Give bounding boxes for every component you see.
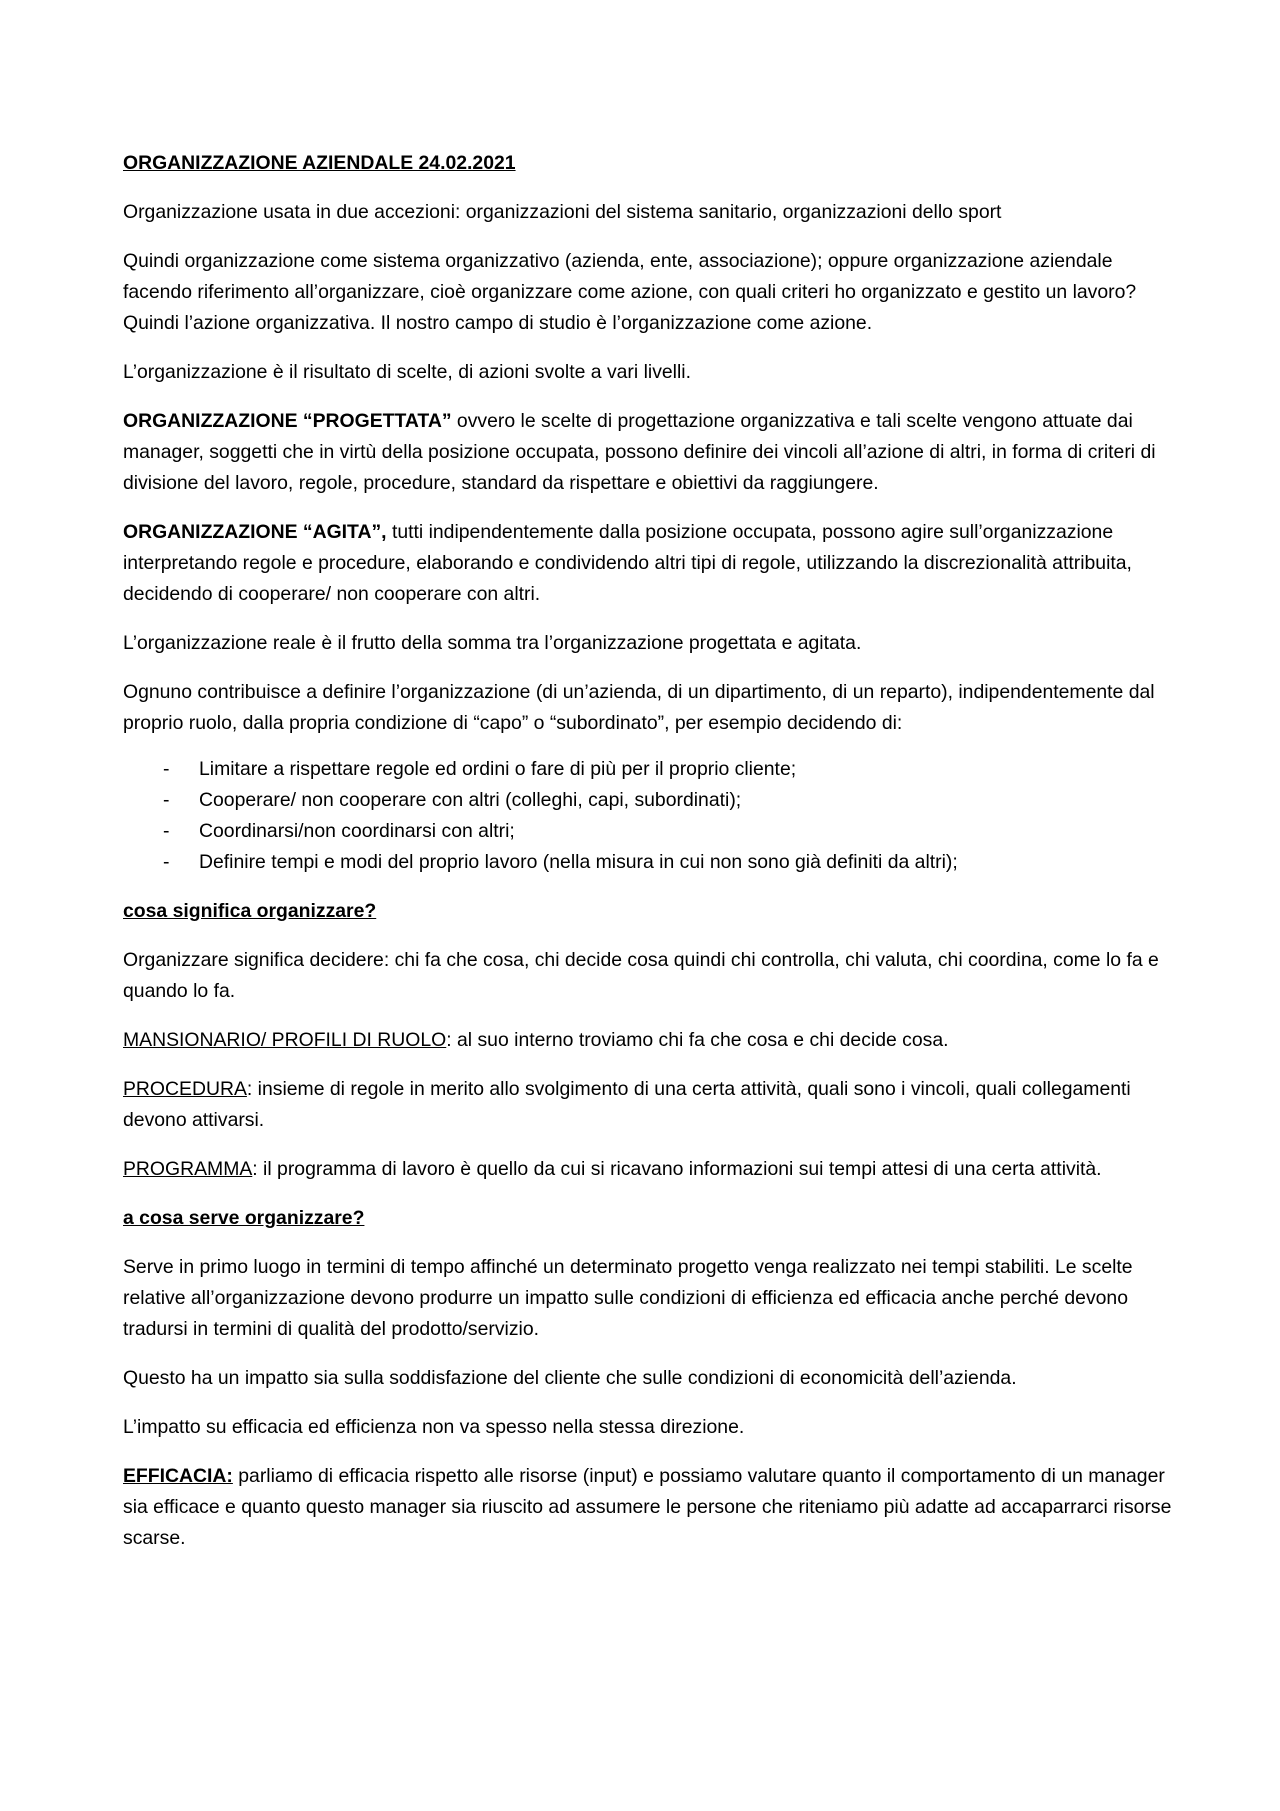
paragraph-organizzazione-agita [123, 517, 1173, 610]
text-efficacia: parliamo di efficacia rispetto alle risorse (input) e possiamo valutare quanto il comportamento di un manager sia efficace e quanto questo manager sia riuscito ad assumere le persone che riteniamo più adatte ad accaparrarci risorse scarse. [123, 1465, 1172, 1549]
paragraph-organizzare-significa: Organizzare significa decidere: chi fa che cosa, chi decide cosa quindi chi controlla, chi valuta, chi coordina, come lo fa e quando lo fa. [123, 949, 1159, 1002]
list-item [123, 785, 1173, 816]
text-mansionario: : al suo interno troviamo chi fa che cosa e chi decide cosa. [446, 1029, 949, 1051]
paragraph-serve-tempo: Serve in primo luogo in termini di tempo affinché un determinato progetto venga realizzato nei tempi stabiliti. Le scelte relative all’organizzazione devono produrre un impatto sulle condizioni di efficienza ed efficacia anche perché devono tradursi in termini di qualità del prodotto/servizio. [123, 1256, 1133, 1340]
label-mansionario: MANSIONARIO/ PROFILI DI RUOLO [123, 1029, 447, 1051]
dash-bullet: - [163, 851, 170, 873]
text-organizzazione-progettata: ovvero le scelte di progettazione organizzativa e tali scelte vengono attuate dai manager, soggetti che in virtù della posizione occupata, possono definire dei vincoli all’azione di altri, in forma di criteri di divisione del lavoro, regole, procedure, standard da rispettare e obiettivi da raggiungere. [123, 410, 1156, 494]
label-organizzazione-agita: ORGANIZZAZIONE “AGITA”, [123, 521, 387, 543]
label-efficacia: EFFICACIA: [123, 1465, 233, 1487]
list-item-text: Definire tempi e modi del proprio lavoro (nella misura in cui non sono già definiti da altri); [199, 851, 958, 873]
text-organizzazione-agita: tutti indipendentemente dalla posizione occupata, possono agire sull’organizzazione interpretando regole e procedure, elaborando e condividendo altri tipi di regole, utilizzando la discrezionalità attribuita, decidendo di cooperare/ non cooperare con altri. [123, 521, 1132, 605]
list-item-text: Cooperare/ non cooperare con altri (colleghi, capi, subordinati); [199, 789, 742, 811]
dash-bullet: - [163, 758, 170, 780]
text-programma: : il programma di lavoro è quello da cui si ricavano informazioni sui tempi attesi di una certa attività. [252, 1158, 1102, 1180]
paragraph-efficacia [123, 1461, 1173, 1554]
document-title: ORGANIZZAZIONE AZIENDALE 24.02.2021 [123, 152, 516, 174]
paragraph-risultato-scelte: L’organizzazione è il risultato di scelte, di azioni svolte a vari livelli. [123, 361, 691, 383]
paragraph-programma [123, 1154, 1173, 1185]
paragraph-sistema-organizzativo: Quindi organizzazione come sistema organizzativo (azienda, ente, associazione); oppure organizzazione aziendale facendo riferimento all’organizzare, cioè organizzare come azione, con quali criteri ho organizzato e gestito un lavoro? Quindi l’azione organizzativa. Il nostro campo di studio è l’organizzazione come azione. [123, 250, 1137, 334]
heading-a-cosa-serve: a cosa serve organizzare? [123, 1207, 365, 1229]
dash-bullet: - [163, 789, 170, 811]
paragraph-efficacia-efficienza: L’impatto su efficacia ed efficienza non va spesso nella stessa direzione. [123, 1416, 745, 1438]
paragraph-impatto-cliente: Questo ha un impatto sia sulla soddisfazione del cliente che sulle condizioni di economicità dell’azienda. [123, 1367, 1017, 1389]
paragraph-organizzazione-reale: L’organizzazione reale è il frutto della somma tra l’organizzazione progettata e agitata. [123, 632, 862, 654]
text-procedura: : insieme di regole in merito allo svolgimento di una certa attività, quali sono i vincoli, quali collegamenti devono attivarsi. [123, 1078, 1131, 1131]
label-procedura: PROCEDURA [123, 1078, 247, 1100]
decisions-list [123, 754, 1173, 878]
paragraph-organizzazione-progettata [123, 406, 1173, 499]
list-item [123, 847, 1173, 878]
label-programma: PROGRAMMA [123, 1158, 253, 1180]
list-item-text: Coordinarsi/non coordinarsi con altri; [199, 820, 515, 842]
dash-bullet: - [163, 820, 170, 842]
paragraph-ognuno-contribuisce: Ognuno contribuisce a definire l’organizzazione (di un’azienda, di un dipartimento, di un reparto), indipendentemente dal proprio ruolo, dalla propria condizione di “capo” o “subordinato”, per esempio decidendo di: [123, 681, 1155, 734]
list-item [123, 816, 1173, 847]
paragraph-procedura [123, 1074, 1173, 1136]
paragraph-mansionario [123, 1025, 1173, 1056]
document-page [123, 148, 1173, 1572]
label-organizzazione-progettata: ORGANIZZAZIONE “PROGETTATA” [123, 410, 452, 432]
list-item-text: Limitare a rispettare regole ed ordini o fare di più per il proprio cliente; [199, 758, 797, 780]
heading-cosa-significa: cosa significa organizzare? [123, 900, 377, 922]
paragraph-accezioni: Organizzazione usata in due accezioni: organizzazioni del sistema sanitario, organizzazioni dello sport [123, 201, 1002, 223]
list-item [123, 754, 1173, 785]
